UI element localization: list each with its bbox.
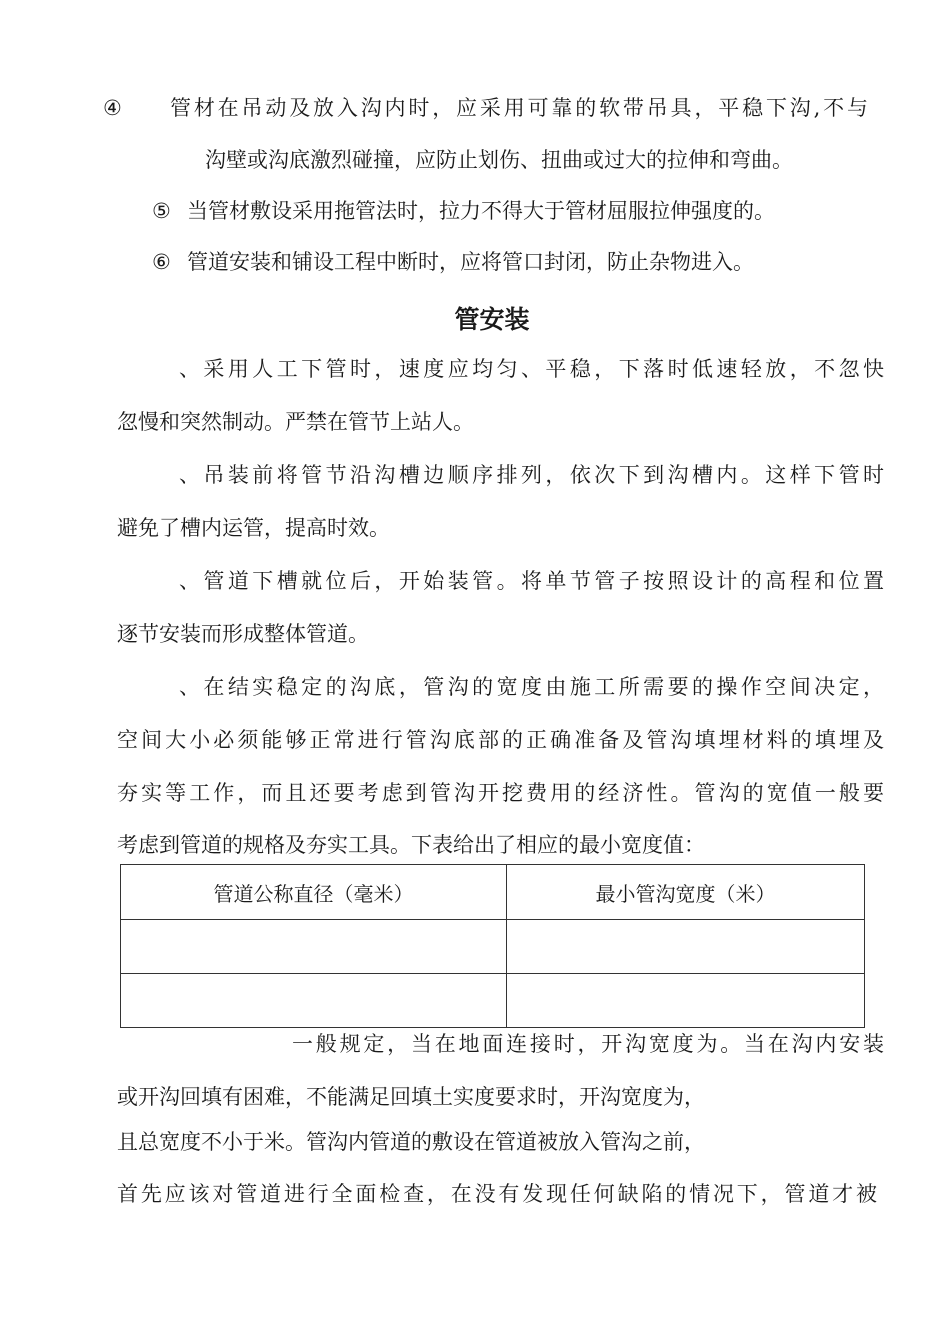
table-cell [507, 974, 865, 1028]
paragraph-3-line-2: 逐节安装而形成整体管道。 [117, 622, 369, 646]
paragraph-1-line-1: 、采用人工下管时，速度应均匀、平稳，下落时低速轻放，不忽快 [179, 357, 884, 381]
table-header-row [121, 865, 865, 920]
list-marker-5: ⑤ [152, 199, 171, 223]
paragraph-4-line-3: 夯实等工作，而且还要考虑到管沟开挖费用的经济性。管沟的宽值一般要 [117, 781, 884, 805]
section-title: 管安装 [454, 305, 530, 334]
closing-line-3: 且总宽度不小于米。管沟内管道的敷设在管道被放入管沟之前， [117, 1130, 705, 1154]
min-trench-width-table [120, 864, 865, 1028]
paragraph-2-line-1: 、吊装前将管节沿沟槽边顺序排列，依次下到沟槽内。这样下管时 [179, 463, 884, 487]
paragraph-4-line-4: 考虑到管道的规格及夯实工具。下表给出了相应的最小宽度值： [117, 833, 705, 857]
table-cell [121, 920, 507, 974]
table-row [121, 974, 865, 1028]
closing-line-4: 首先应该对管道进行全面检查，在没有发现任何缺陷的情况下，管道才被 [117, 1182, 877, 1206]
list-item-4-line-2: 沟壁或沟底激烈碰撞，应防止划伤、扭曲或过大的拉伸和弯曲。 [205, 148, 793, 172]
paragraph-1-line-2: 忽慢和突然制动。严禁在管节上站人。 [117, 410, 474, 434]
list-item-5-text: 当管材敷设采用拖管法时，拉力不得大于管材屈服拉伸强度的。 [187, 199, 775, 223]
list-marker-6: ⑥ [152, 250, 171, 274]
table-header-width: 最小管沟宽度（米） [507, 865, 865, 920]
closing-line-1: 一般规定，当在地面连接时，开沟宽度为。当在沟内安装 [292, 1032, 884, 1056]
table-cell [121, 974, 507, 1028]
list-item-6-text: 管道安装和铺设工程中断时，应将管口封闭，防止杂物进入。 [187, 250, 754, 274]
closing-line-2: 或开沟回填有困难，不能满足回填土实度要求时，开沟宽度为， [117, 1085, 705, 1109]
table-header-diameter: 管道公称直径（毫米） [121, 865, 507, 920]
paragraph-3-line-1: 、管道下槽就位后，开始装管。将单节管子按照设计的高程和位置 [179, 569, 884, 593]
paragraph-4-line-1: 、在结实稳定的沟底，管沟的宽度由施工所需要的操作空间决定， [179, 675, 884, 699]
list-marker-4: ④ [103, 96, 122, 120]
list-item-4-line-1: 管材在吊动及放入沟内时，应采用可靠的软带吊具，平稳下沟,不与 [170, 96, 868, 120]
paragraph-4-line-2: 空间大小必须能够正常进行管沟底部的正确准备及管沟填埋材料的填埋及 [117, 728, 884, 752]
table-row [121, 920, 865, 974]
table-cell [507, 920, 865, 974]
paragraph-2-line-2: 避免了槽内运管，提高时效。 [117, 516, 390, 540]
